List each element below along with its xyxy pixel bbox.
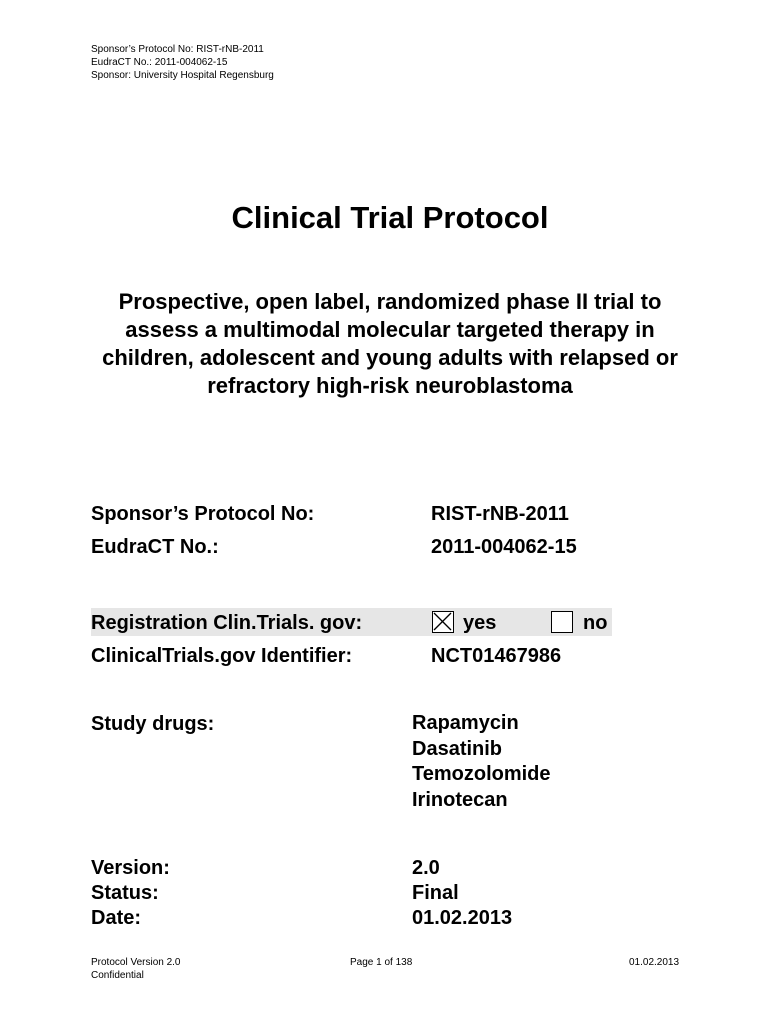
date-value: 01.02.2013 (412, 907, 513, 929)
protocol-number-value: RIST-rNB-2011 (431, 503, 569, 525)
footer-page-number: Page 1 of 138 (350, 957, 413, 968)
checked-cross-icon (433, 612, 452, 631)
document-subtitle: Prospective, open label, randomized phase II trial to assess a multimodal molecular targeted therapy in children, adolescent and young adults with relapsed or refractory high-risk neuroblastoma (102, 289, 678, 398)
registration-label: Registration Clin.Trials. gov: (91, 612, 363, 634)
footer-date: 01.02.2013 (629, 957, 680, 968)
study-drugs-list (412, 711, 551, 813)
header-sponsor-line: Sponsor: University Hospital Regensburg (91, 70, 274, 81)
header-protocol-line: Sponsor’s Protocol No: RIST-rNB-2011 (91, 44, 264, 55)
clinicaltrials-identifier-label: ClinicalTrials.gov Identifier: (91, 645, 353, 667)
clinicaltrials-identifier-value: NCT01467986 (431, 645, 562, 667)
protocol-number-label: Sponsor’s Protocol No: (91, 503, 315, 525)
registration-no-checkbox[interactable] (551, 611, 573, 633)
registration-no-label: no (583, 612, 608, 634)
version-value: 2.0 (412, 857, 440, 879)
footer-confidential: Confidential (91, 970, 144, 981)
document-title: Clinical Trial Protocol (231, 200, 549, 235)
registration-yes-label: yes (463, 612, 497, 634)
registration-yes-checkbox[interactable] (432, 611, 454, 633)
status-label: Status: (91, 882, 159, 904)
date-label: Date: (91, 907, 142, 929)
footer-protocol-version: Protocol Version 2.0 (91, 957, 181, 968)
study-drugs-label: Study drugs: (91, 713, 215, 735)
study-drug-item: Rapamycin (412, 712, 519, 734)
header-eudract-line: EudraCT No.: 2011-004062-15 (91, 57, 228, 68)
version-label: Version: (91, 857, 170, 879)
study-drug-item: Irinotecan (412, 788, 508, 811)
study-drug-item: Temozolomide (412, 763, 551, 785)
study-drug-item: Dasatinib (412, 737, 503, 760)
eudract-label: EudraCT No.: (91, 536, 219, 558)
status-value: Final (412, 882, 459, 904)
eudract-value: 2011-004062-15 (431, 536, 577, 558)
